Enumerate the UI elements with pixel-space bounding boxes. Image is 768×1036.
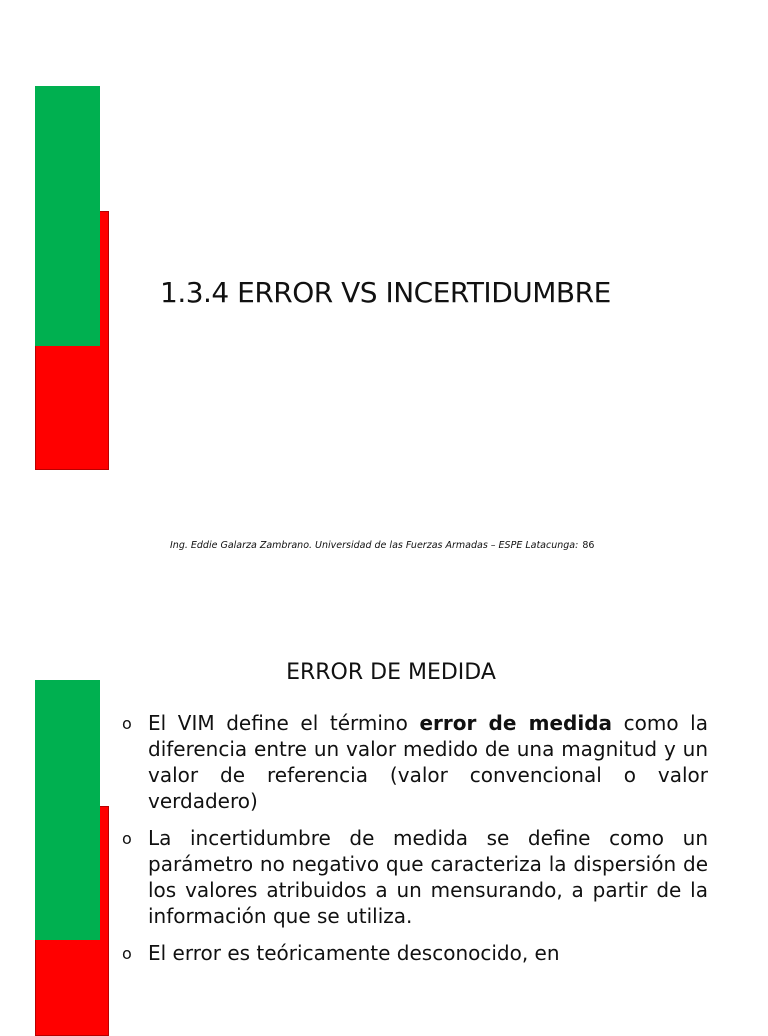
bullet-item: [118, 940, 708, 966]
bullet-circle-icon: o: [122, 944, 132, 963]
footer-credit: Ing. Eddie Galarza Zambrano. Universidad de las Fuerzas Armadas – ESPE Latacunga:: [170, 540, 579, 551]
bullet-circle-icon: o: [122, 714, 132, 733]
slide-heading: ERROR DE MEDIDA: [286, 660, 496, 685]
page-number: 86: [582, 540, 595, 551]
bullet-item: [118, 710, 708, 814]
decorative-green-bar: [35, 86, 100, 346]
bullet-item: [118, 825, 708, 929]
bullet-emphasis: error de medida: [419, 711, 613, 735]
bullet-text: El error es teóricamente desconocido, en: [148, 941, 560, 965]
bullet-text: La incertidumbre de medida se define como un parámetro no negativo que caracteriza la dispersión de los valores atribuidos a un mensurando, a partir de la información que se utiliza.: [148, 826, 708, 928]
bullet-circle-icon: o: [122, 829, 132, 848]
slide-error-de-medida: [0, 620, 768, 1024]
bullet-text: El VIM define el término: [148, 711, 420, 735]
bullet-list: [118, 710, 708, 977]
slide-title: 1.3.4 ERROR VS INCERTIDUMBRE: [160, 276, 611, 309]
bullet-text: como la diferencia entre un valor medido de una magnitud y un valor de referencia (valor convencional o valor verdadero): [148, 711, 708, 813]
slide-footer: [170, 540, 594, 551]
decorative-green-bar: [35, 680, 100, 940]
